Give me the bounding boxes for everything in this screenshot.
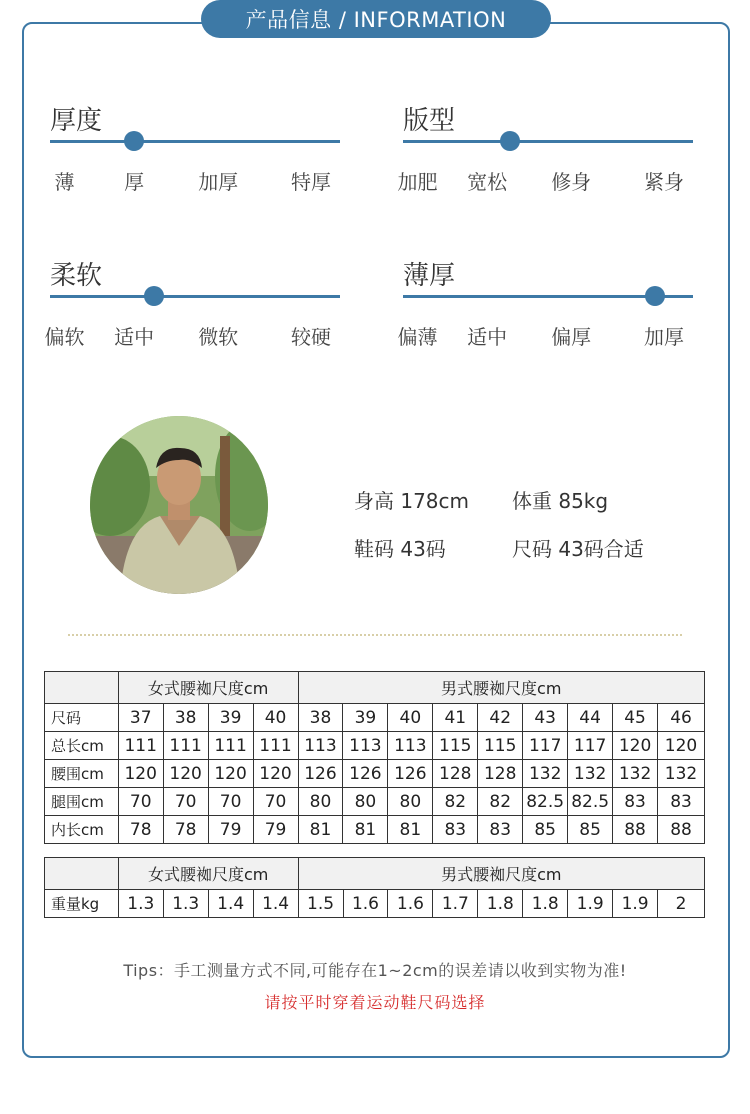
table-cell: 1.8: [523, 890, 568, 918]
table-cell: 1.3: [118, 890, 163, 918]
table-row: [45, 704, 705, 732]
scale-option: 加厚: [198, 170, 239, 194]
table-cell: 70: [118, 788, 163, 816]
table-cell: 2: [658, 890, 705, 918]
table-cell: 88: [613, 816, 658, 844]
table-cell: 120: [253, 760, 298, 788]
table-cell: 111: [118, 732, 163, 760]
scale-option: 厚: [124, 170, 145, 194]
size-table: [44, 671, 705, 844]
table-cell: 1.7: [433, 890, 478, 918]
table-corner: [45, 672, 119, 704]
model-weight: 体重 85kg: [512, 489, 609, 513]
scale-option: 紧身: [644, 170, 684, 194]
table-cell: 40: [253, 704, 298, 732]
table-cell: 79: [253, 816, 298, 844]
scale-track: [50, 140, 340, 143]
table-cell: 81: [343, 816, 388, 844]
row-label: 腰围cm: [45, 760, 119, 788]
table-cell: 82.5: [523, 788, 568, 816]
table-cell: 80: [343, 788, 388, 816]
row-label: 总长cm: [45, 732, 119, 760]
table-cell: 82: [478, 788, 523, 816]
table-cell: 115: [433, 732, 478, 760]
table-cell: 1.4: [253, 890, 298, 918]
table-cell: 83: [478, 816, 523, 844]
table-cell: 38: [298, 704, 343, 732]
table-cell: 1.8: [478, 890, 523, 918]
women-size-header: 女式腰袽尺度cm: [118, 672, 298, 704]
scale-title: 版型: [403, 106, 456, 136]
row-label: 尺码: [45, 704, 119, 732]
table-cell: 39: [343, 704, 388, 732]
table-cell: 126: [388, 760, 433, 788]
table-cell: 113: [388, 732, 433, 760]
divider: [68, 634, 682, 636]
table-cell: 79: [208, 816, 253, 844]
table-cell: 45: [613, 704, 658, 732]
table-row: [45, 788, 705, 816]
scale-option: 修身: [551, 170, 592, 194]
table-cell: 120: [658, 732, 705, 760]
model-height: 身高 178cm: [354, 489, 470, 513]
row-label: 重量kg: [45, 890, 119, 918]
table-cell: 82: [433, 788, 478, 816]
model-fit-size: 尺码 43码合适: [512, 537, 644, 561]
table-cell: 40: [388, 704, 433, 732]
weight-table: [44, 857, 705, 918]
table-header-row: [45, 858, 705, 890]
scale-option: 加厚: [644, 325, 684, 349]
scale-option: 偏软: [44, 325, 85, 349]
model-shoe-size: 鞋码 43码: [354, 537, 446, 561]
tips-text: Tips：手工测量方式不同,可能存在1~2cm的误差请以收到实物为准!: [123, 961, 627, 980]
table-cell: 80: [388, 788, 433, 816]
table-cell: 111: [208, 732, 253, 760]
section-title: 产品信息 / INFORMATION: [245, 8, 507, 32]
table-cell: 126: [343, 760, 388, 788]
scale-option: 偏厚: [551, 325, 592, 349]
size-note: 请按平时穿着运动鞋尺码选择: [264, 993, 486, 1012]
table-cell: 44: [568, 704, 613, 732]
table-row: [45, 816, 705, 844]
table-cell: 83: [613, 788, 658, 816]
table-row: [45, 760, 705, 788]
table-cell: 128: [433, 760, 478, 788]
scale-option: 宽松: [467, 170, 508, 194]
scale-option: 偏薄: [397, 325, 438, 349]
scale-option: 特厚: [291, 170, 331, 194]
men-size-header: 男式腰袽尺度cm: [298, 672, 705, 704]
table-cell: 111: [253, 732, 298, 760]
scale-option: 微软: [198, 325, 239, 349]
table-cell: 1.9: [568, 890, 613, 918]
table-cell: 117: [568, 732, 613, 760]
model-photo: [90, 416, 268, 594]
table-cell: 117: [523, 732, 568, 760]
scale-title: 厚度: [50, 106, 103, 136]
table-cell: 126: [298, 760, 343, 788]
table-cell: 80: [298, 788, 343, 816]
scale-option: 薄: [54, 170, 75, 194]
table-cell: 88: [658, 816, 705, 844]
table-cell: 132: [568, 760, 613, 788]
table-cell: 111: [163, 732, 208, 760]
table-cell: 132: [613, 760, 658, 788]
table-cell: 81: [388, 816, 433, 844]
table-cell: 38: [163, 704, 208, 732]
table-cell: 70: [208, 788, 253, 816]
table-cell: 1.4: [208, 890, 253, 918]
row-label: 内长cm: [45, 816, 119, 844]
scale-track: [50, 295, 340, 298]
scale-marker: [124, 131, 144, 151]
table-row: [45, 890, 705, 918]
table-cell: 113: [343, 732, 388, 760]
table-cell: 78: [118, 816, 163, 844]
men-size-header: 男式腰袽尺度cm: [298, 858, 704, 890]
table-cell: 113: [298, 732, 343, 760]
table-header-row: [45, 672, 705, 704]
table-cell: 85: [568, 816, 613, 844]
table-cell: 81: [298, 816, 343, 844]
table-cell: 78: [163, 816, 208, 844]
table-cell: 128: [478, 760, 523, 788]
table-cell: 120: [163, 760, 208, 788]
table-cell: 120: [208, 760, 253, 788]
table-cell: 82.5: [568, 788, 613, 816]
table-cell: 1.6: [388, 890, 433, 918]
table-cell: 46: [658, 704, 705, 732]
table-cell: 1.6: [343, 890, 388, 918]
scale-option: 适中: [114, 325, 155, 349]
table-cell: 132: [658, 760, 705, 788]
table-cell: 132: [523, 760, 568, 788]
table-cell: 37: [118, 704, 163, 732]
table-cell: 43: [523, 704, 568, 732]
scale-title: 柔软: [50, 261, 103, 291]
table-row: [45, 732, 705, 760]
table-cell: 120: [613, 732, 658, 760]
table-cell: 70: [163, 788, 208, 816]
table-cell: 39: [208, 704, 253, 732]
scale-option: 加肥: [397, 170, 438, 194]
table-cell: 115: [478, 732, 523, 760]
table-corner: [45, 858, 119, 890]
scale-title: 薄厚: [403, 261, 456, 291]
table-cell: 83: [658, 788, 705, 816]
table-cell: 1.3: [163, 890, 208, 918]
table-cell: 120: [118, 760, 163, 788]
table-cell: 1.5: [298, 890, 343, 918]
scale-track: [403, 140, 693, 143]
women-size-header: 女式腰袽尺度cm: [118, 858, 298, 890]
table-cell: 83: [433, 816, 478, 844]
table-cell: 1.9: [613, 890, 658, 918]
scale-option: 较硬: [291, 325, 331, 349]
section-header: [201, 0, 551, 38]
table-cell: 41: [433, 704, 478, 732]
scale-option: 适中: [467, 325, 508, 349]
table-cell: 70: [253, 788, 298, 816]
table-cell: 85: [523, 816, 568, 844]
table-cell: 42: [478, 704, 523, 732]
row-label: 腿围cm: [45, 788, 119, 816]
